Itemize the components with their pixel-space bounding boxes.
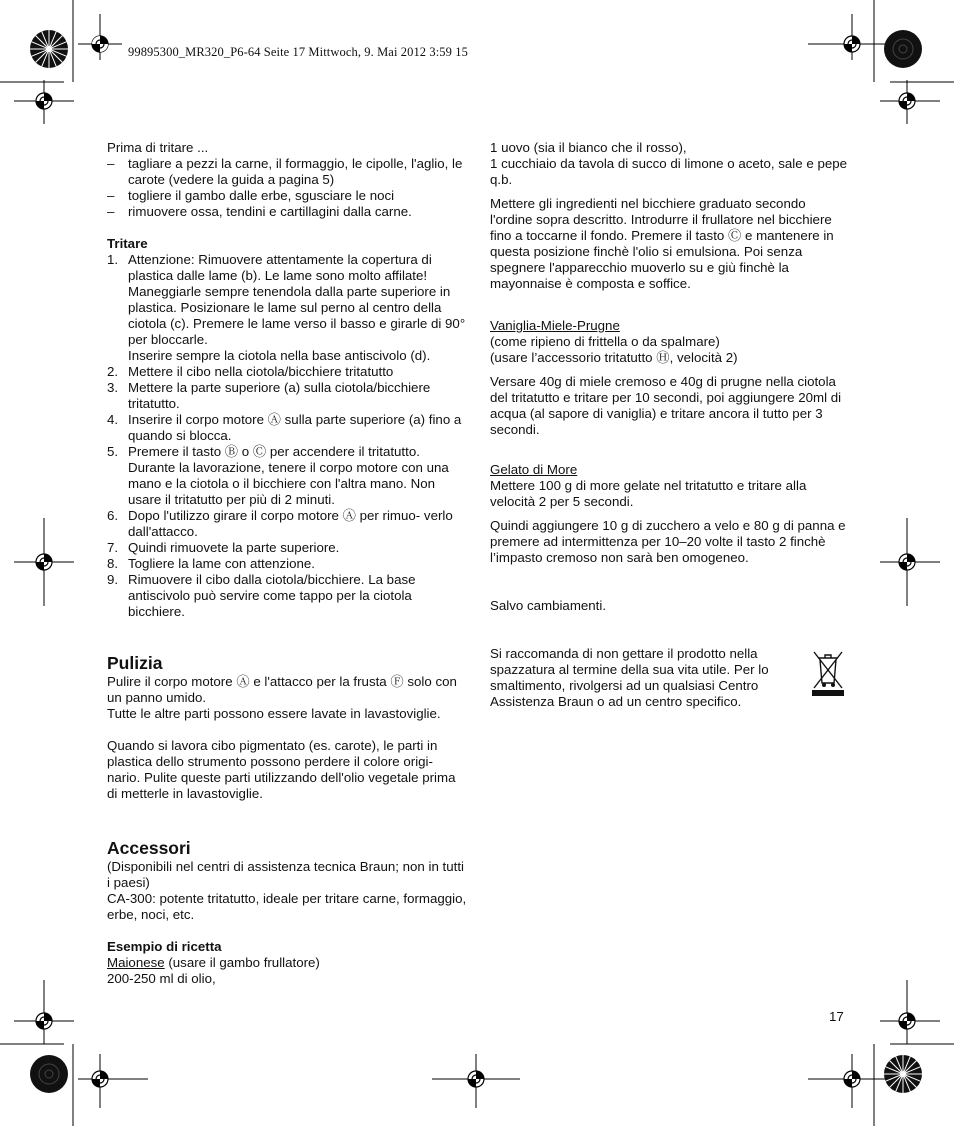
registration-mark-icon bbox=[844, 36, 860, 52]
list-item: 4. Inserire il corpo motore Ⓐ sulla parte superiore (a) fino a quando si blocca. bbox=[107, 412, 462, 443]
list-item: Inserire sempre la ciotola nella base antiscivolo (d). bbox=[128, 348, 431, 363]
registration-mark-icon bbox=[468, 1071, 484, 1087]
list-item: – tagliare a pezzi la carne, il formaggio, le cipolle, l'aglio, le carote (vedere la guida a pagina 5) bbox=[107, 156, 463, 187]
registration-mark-icon bbox=[36, 554, 52, 570]
pulizia-text: Quando si lavora cibo pigmentato (es. carote), le parti in plastica dello strumento possono perdere il colore origi- nario. Pulite queste parti utilizzando dell'olio vegetale prima di metterle in lavastoviglie. bbox=[107, 738, 456, 801]
registration-mark-icon bbox=[36, 1013, 52, 1029]
list-item: 5. Premere il tasto Ⓑ o Ⓒ per accendere il tritatutto. Durante la lavorazione, tenere il corpo motore con una mano e la ciotola o il bicchiere con l'altra mano. Non usare il tritatutto per più di 2 minuti. bbox=[107, 444, 449, 507]
recipe-title: Maionese bbox=[107, 955, 165, 970]
ricetta-heading: Esempio di ricetta bbox=[107, 939, 222, 954]
ricetta-line: 200-250 ml di olio, bbox=[107, 971, 216, 986]
pulizia-heading: Pulizia bbox=[107, 653, 163, 673]
accessori-text: CA-300: potente tritatutto, ideale per tritare carne, formaggio, erbe, noci, etc. bbox=[107, 891, 467, 922]
disclaimer: Salvo cambiamenti. bbox=[490, 598, 607, 613]
page-number: 17 bbox=[829, 1009, 844, 1024]
prep-list bbox=[107, 156, 467, 220]
ingredient-line: 1 uovo (sia il bianco che il rosso), bbox=[490, 140, 687, 155]
recipe-method: Mettere 100 g di more gelate nel tritatutto e tritare alla velocità 2 per 5 secondi. bbox=[490, 478, 807, 509]
disposal-text: Si raccomanda di non gettare il prodotto nella spazzatura al termine della sua vita utile. Per lo smaltimento, rivolgersi ad un qualsiasi Centro Assistenza Braun o ad un centro specifico. bbox=[490, 646, 769, 709]
registration-mark-icon bbox=[899, 554, 915, 570]
tritare-heading: Tritare bbox=[107, 236, 148, 251]
pulizia-text: Pulire il corpo motore Ⓐ e l'attacco per la frusta Ⓕ solo con un panno umido. bbox=[107, 674, 457, 705]
list-item: 2. Mettere il cibo nella ciotola/bicchiere tritatutto bbox=[107, 364, 394, 379]
ricetta-line: Maionese (usare il gambo frullatore) bbox=[107, 955, 320, 970]
accessori-heading: Accessori bbox=[107, 838, 191, 858]
list-item: 7. Quindi rimuovete la parte superiore. bbox=[107, 540, 340, 555]
pulizia-text: Tutte le altre parti possono essere lavate in lavastoviglie. bbox=[107, 706, 441, 721]
recipe-method: Quindi aggiungere 10 g di zucchero a velo e 80 g di panna e premere ad intermittenza per 10–20 volte il tasto 2 finchè l’impasto cremoso non sarà ben omogeneo. bbox=[490, 518, 846, 565]
recipe-title: Gelato di More bbox=[490, 462, 578, 477]
starburst-target-icon bbox=[884, 1055, 922, 1093]
accessori-text: (Disponibili nel centri di assistenza tecnica Braun; non in tutti i paesi) bbox=[107, 859, 464, 890]
recipe-method: Mettere gli ingredienti nel bicchiere graduato secondo l'ordine sopra descritto. Introdurre il frullatore nel bicchiere fino a toccarne il fondo. Premere il tasto Ⓒ e mantenere in questa posizione finchè l'olio si emulsiona. Poi senza spegnere l'apparecchio muoverlo su e giù finchè la mayonnaise è composta e soffice. bbox=[490, 196, 834, 291]
list-item: 6. Dopo l'utilizzo girare il corpo motore Ⓐ per rimuo- verlo dall'attacco. bbox=[107, 508, 453, 539]
crossed-out-wheeled-bin-icon bbox=[810, 648, 846, 698]
recipe-subtitle: (usare l’accessorio tritatutto Ⓗ, velocità 2) bbox=[490, 350, 738, 365]
registration-mark-icon bbox=[899, 1013, 915, 1029]
list-item: – togliere il gambo dalle erbe, sgusciare le noci bbox=[107, 188, 395, 203]
recipe-method: Versare 40g di miele cremoso e 40g di prugne nella ciotola del tritatutto e tritare per 10 secondi, poi aggiungere 20ml di acqua (al sapore di vaniglia) e tritare ancora il tutto per 3 secondi. bbox=[490, 374, 842, 437]
left-column bbox=[107, 140, 467, 620]
starburst-target-icon bbox=[30, 1055, 68, 1093]
list-item: 3. Mettere la parte superiore (a) sulla ciotola/bicchiere tritatutto. bbox=[107, 380, 431, 411]
recipe-subtitle: (come ripieno di frittella o da spalmare) bbox=[490, 334, 720, 349]
registration-mark-icon bbox=[36, 93, 52, 109]
registration-mark-icon bbox=[844, 1071, 860, 1087]
recipe-title: Vaniglia-Miele-Prugne bbox=[490, 318, 620, 333]
pulizia-section bbox=[107, 653, 467, 802]
print-slug: 99895300_MR320_P6-64 Seite 17 Mittwoch, 9. Mai 2012 3:59 15 bbox=[128, 45, 468, 59]
starburst-target-icon bbox=[884, 30, 922, 68]
list-item: 1. Attenzione: Rimuovere attentamente la copertura di plastica dalle lame (b). Le lame sono molto affilate! Maneggiarle sempre tenendola dalla parte superiore in plastica. Posizionare le lame sul perno al centro della ciotola (c). Premere le lame verso il basso e girarle di 90° per bloccarle. bbox=[107, 252, 466, 347]
starburst-target-icon bbox=[30, 30, 68, 68]
registration-mark-icon bbox=[899, 93, 915, 109]
accessori-section bbox=[107, 838, 467, 987]
prep-intro: Prima di tritare ... bbox=[107, 140, 209, 155]
disposal-notice bbox=[490, 646, 790, 710]
tritare-steps bbox=[107, 252, 467, 620]
list-item: – rimuovere ossa, tendini e cartillagini dalla carne. bbox=[107, 204, 412, 219]
ingredient-line: 1 cucchiaio da tavola di succo di limone o aceto, sale e pepe q.b. bbox=[490, 156, 848, 187]
list-item: 8. Togliere la lame con attenzione. bbox=[107, 556, 316, 571]
list-item: 9. Rimuovere il cibo dalla ciotola/bicchiere. La base antiscivolo può servire come tappo per la ciotola bicchiere. bbox=[107, 572, 416, 619]
registration-mark-icon bbox=[92, 1071, 108, 1087]
right-column bbox=[490, 140, 848, 614]
registration-mark-icon bbox=[92, 36, 108, 52]
